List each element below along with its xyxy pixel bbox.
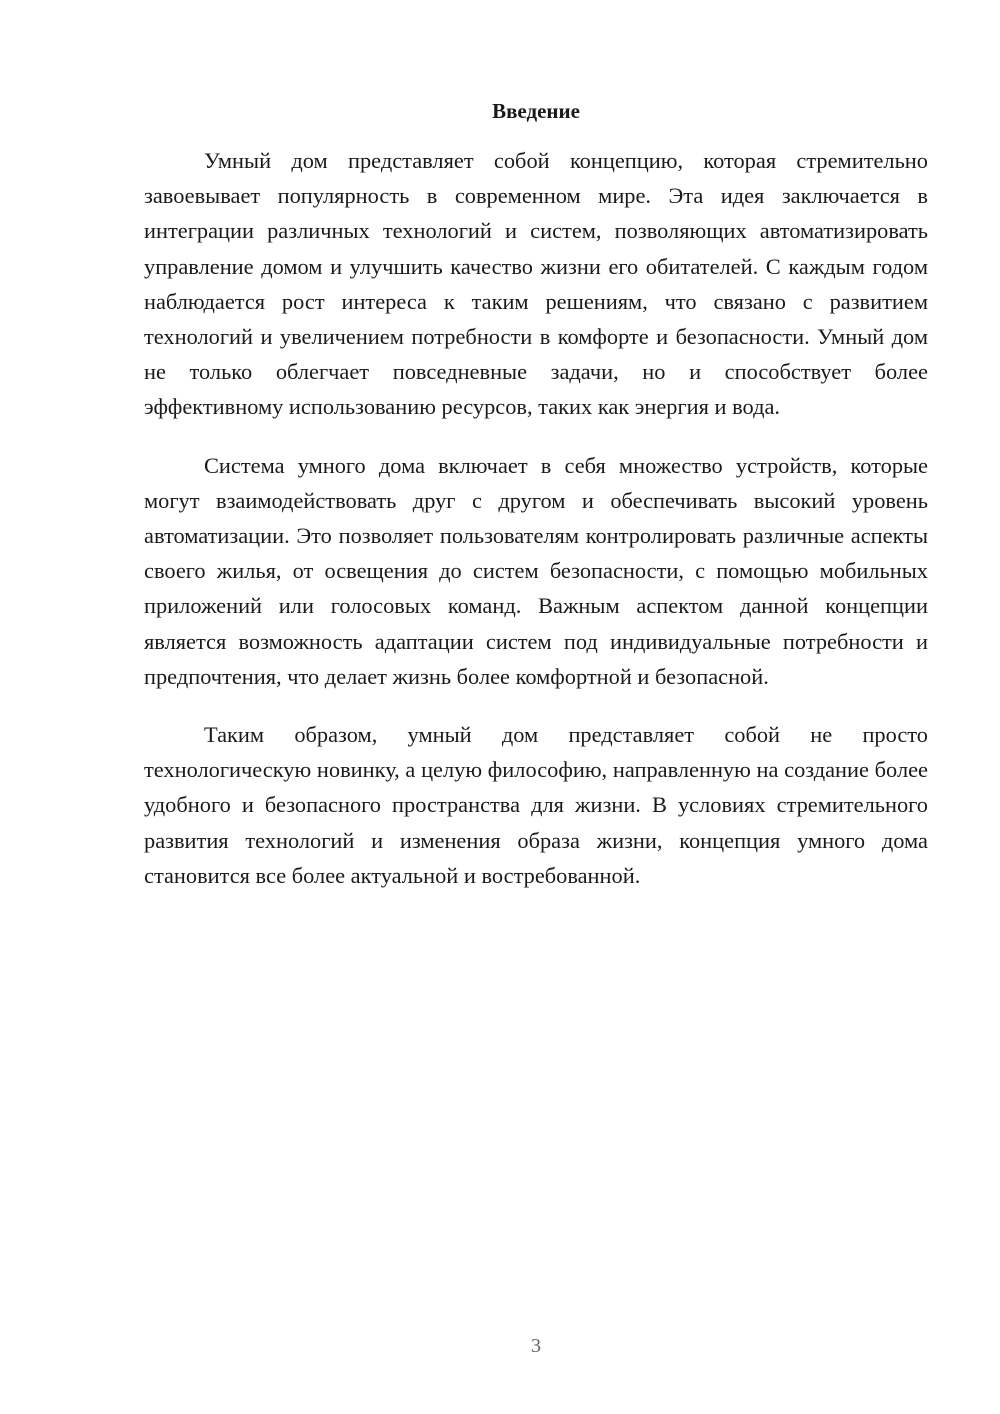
paragraph-1: Умный дом представляет собой концепцию, которая стремительно завоевывает популярность в современном мире. Эта идея заключается в интеграции различных технологий и систем, позволяющих автоматизировать управление домом и улучшить качество жизни его обитателей. С каждым годом наблюдается рост интереса к таким решениям, что связано с развитием технологий и увеличением потребности в комфорте и безопасности. Умный дом не только облегчает повседневные задачи, но и способствует более эффективному использованию ресурсов, таких как энергия и вода. <box>144 148 928 420</box>
paragraph-3: Таким образом, умный дом представляет собой не просто технологическую новинку, а целую философию, направленную на создание более удобного и безопасного пространства для жизни. В условиях стремительного развития технологий и изменения образа жизни, концепция умного дома становится все более актуальной и востребованной. <box>144 722 928 888</box>
body-text <box>144 143 928 916</box>
page-number: 3 <box>531 1335 541 1357</box>
paragraph-2: Система умного дома включает в себя множество устройств, которые могут взаимодействовать друг с другом и обеспечивать высокий уровень автоматизации. Это позволяет пользователям контролировать различные аспекты своего жилья, от освещения до систем безопасности, с помощью мобильных приложений или голосовых команд. Важным аспектом данной концепции является возможность адаптации систем под индивидуальные потребности и предпочтения, что делает жизнь более комфортной и безопасной. <box>144 452 928 689</box>
section-title: Введение <box>492 99 580 123</box>
